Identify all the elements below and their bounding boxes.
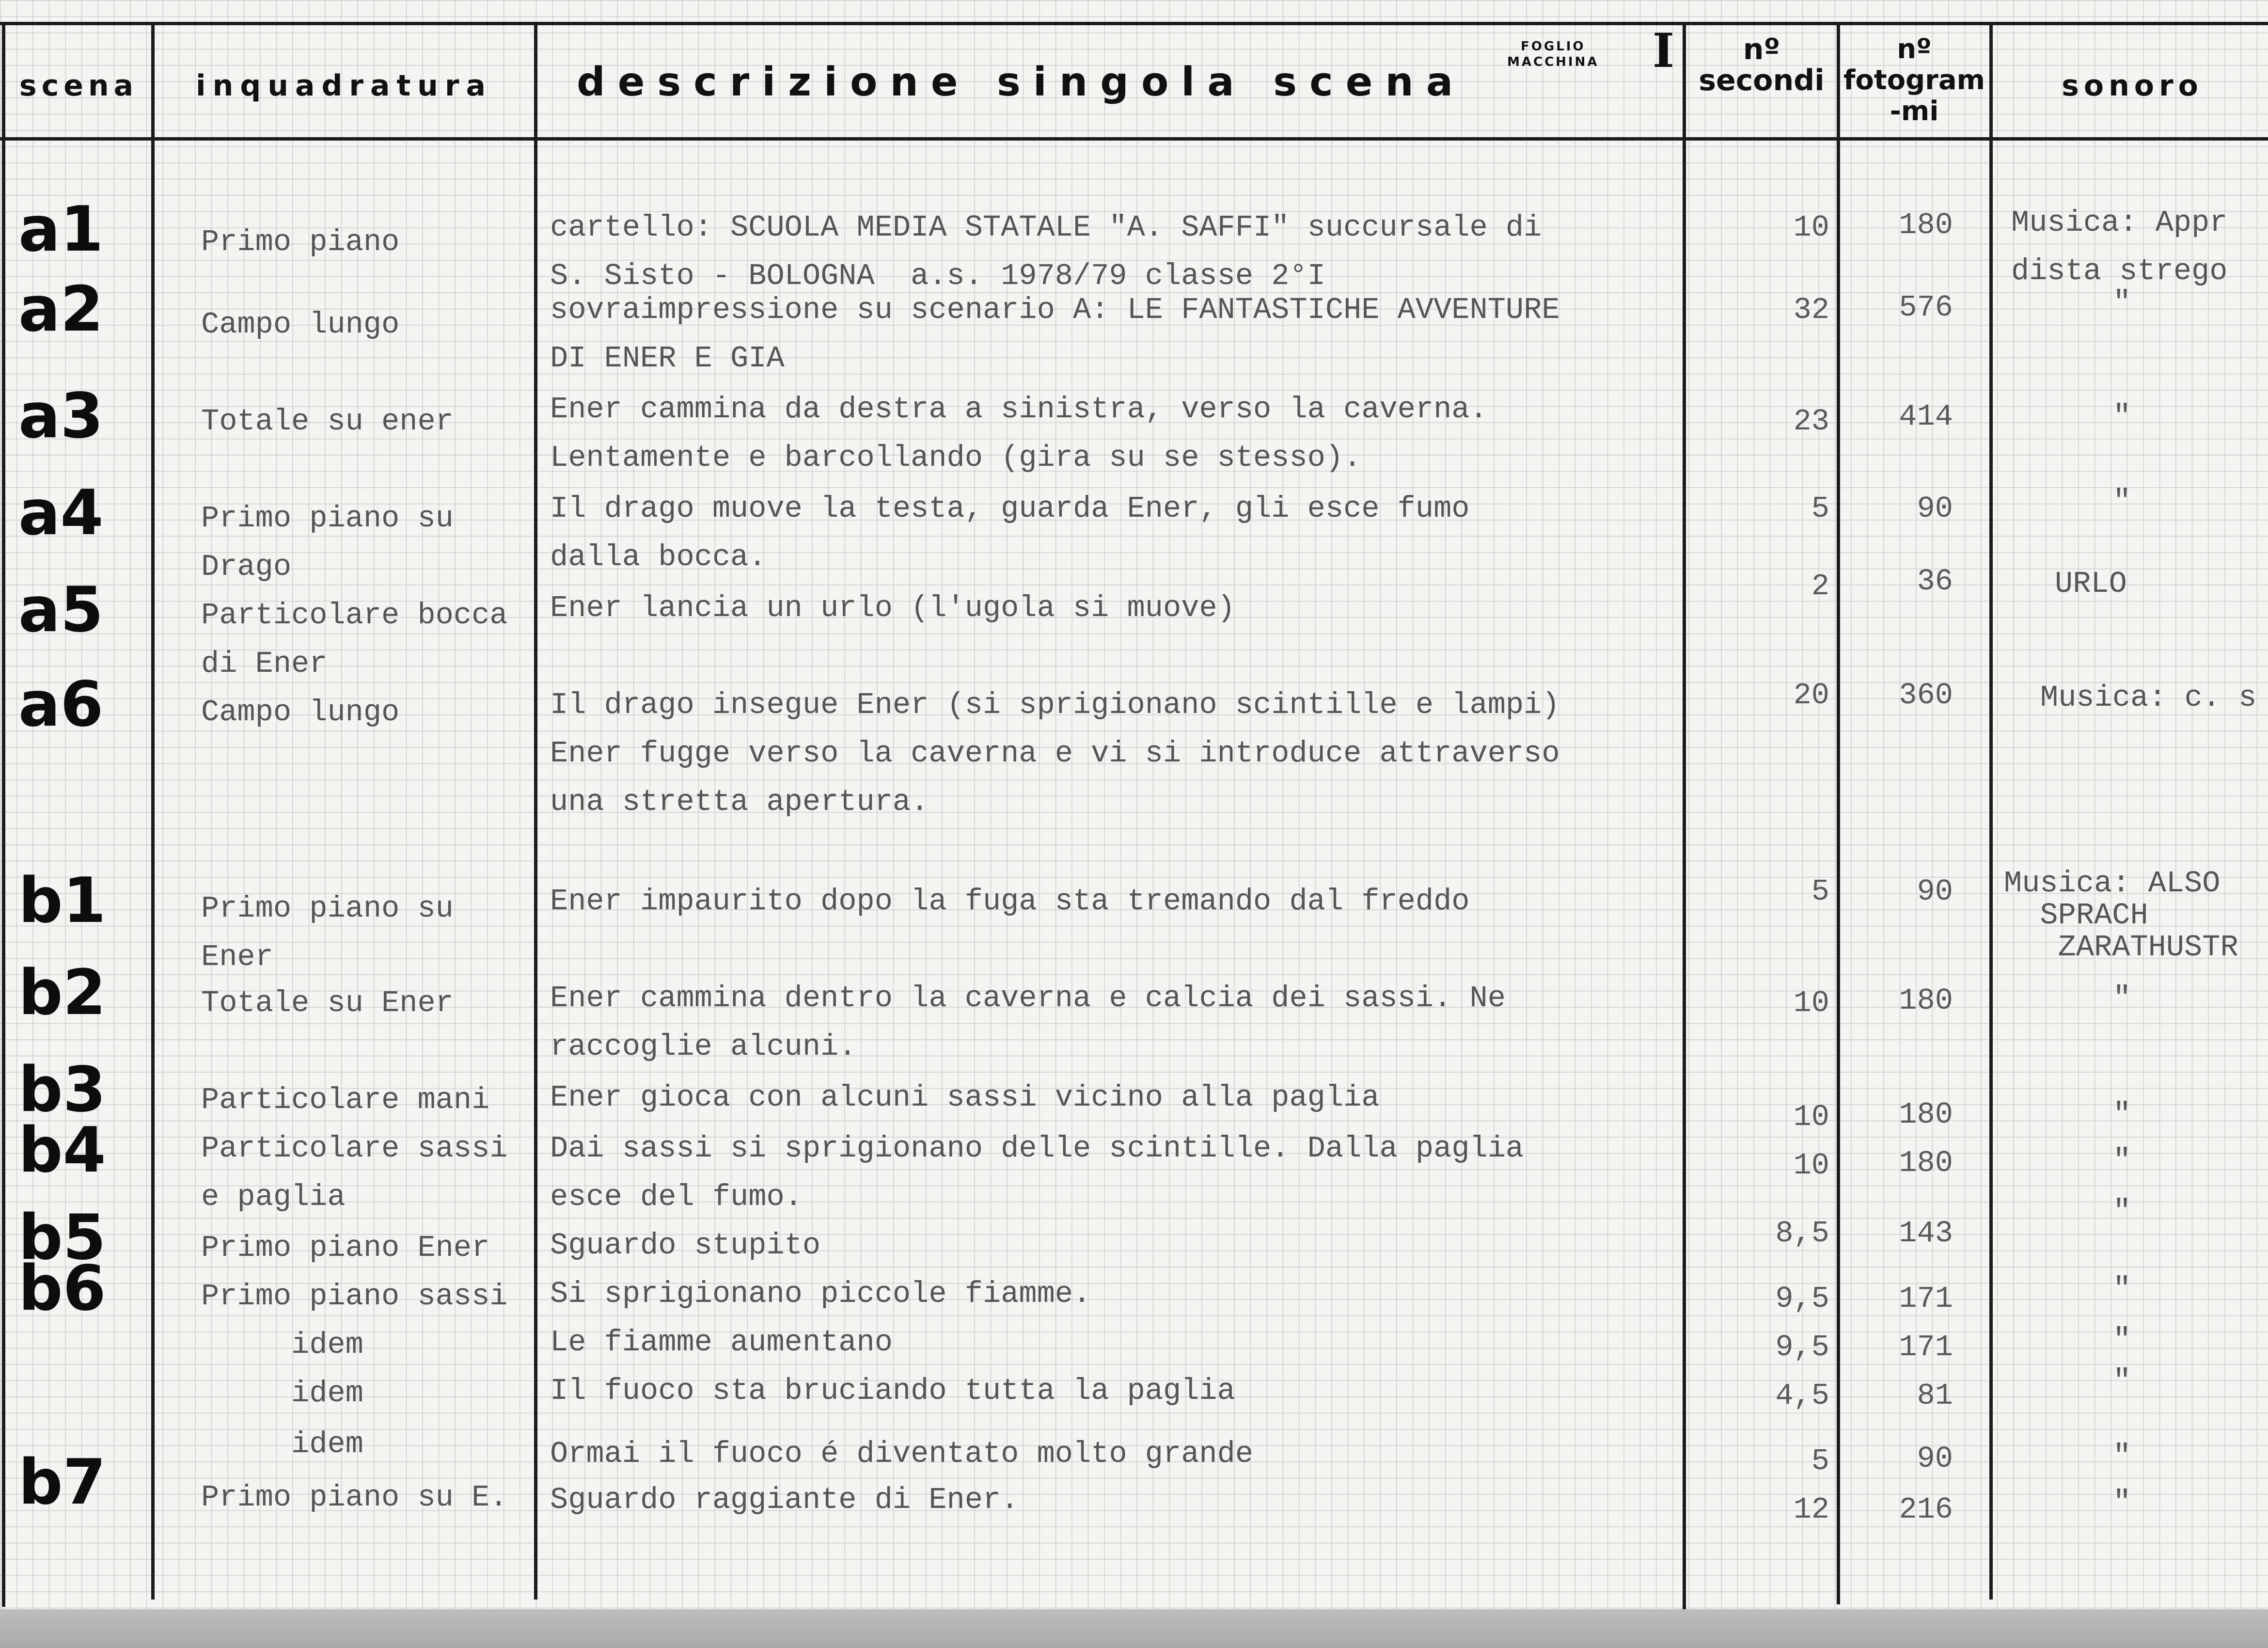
shot-type: idem [201,1328,363,1362]
seconds-value: 2 [1811,569,1829,603]
seconds-value: 20 [1793,678,1829,713]
scene-description: Sguardo raggiante di Ener. [550,1483,1019,1517]
shot-type: Primo piano Ener [201,1231,490,1265]
scene-description: Ener impaurito dopo la fuga sta tremando dal freddo [550,884,1470,919]
frames-value: 90 [1917,874,1953,909]
rule-left [2,22,5,1607]
seconds-value: 9,5 [1775,1330,1829,1364]
frames-value: 81 [1917,1379,1953,1413]
scene-description: Ener cammina dentro la caverna e calcia dei sassi. Ne raccoglie alcuni. [550,981,1506,1064]
shot-type: Particolare mani [201,1083,490,1117]
shot-type: idem [201,1376,363,1410]
seconds-value: 32 [1793,293,1829,327]
rule-fotogrammi [1989,22,1993,1600]
scene-code: b5 [18,1202,106,1274]
sound-note: Musica: ALSO SPRACH ZARATHUSTR [2004,866,2238,965]
sound-note: Musica: c. s [2040,681,2257,715]
seconds-value: 10 [1793,986,1829,1020]
scene-code: b4 [18,1114,106,1187]
seconds-value: 10 [1793,1148,1829,1183]
frames-value: 171 [1899,1282,1953,1316]
frames-value: 414 [1899,399,1953,434]
sound-note: " [2113,285,2131,320]
scene-code: a1 [18,193,104,266]
shot-type: Totale su Ener [201,986,454,1020]
header-sheet-number: I [1653,23,1674,78]
header-descrizione: descrizione singola scena [577,59,1466,105]
scene-description: Ormai il fuoco é diventato molto grande [550,1437,1254,1471]
scene-description: Il drago muove la testa, guarda Ener, gli esce fumo dalla bocca. [550,491,1470,574]
frames-value: 90 [1917,1442,1953,1476]
seconds-value: 12 [1793,1492,1829,1527]
seconds-value: 5 [1811,874,1829,909]
sound-note: " [2113,1097,2131,1132]
frames-value: 180 [1899,1146,1953,1180]
scene-code: a5 [18,574,104,646]
sound-note: " [2113,1194,2131,1229]
scene-code: b2 [18,957,106,1029]
shot-type: Primo piano [201,225,400,259]
frames-value: 180 [1899,983,1953,1018]
shot-type: Particolare sassi e paglia [201,1131,508,1214]
rule-header-bottom [0,137,2268,141]
header-secondi: nº secondi [1699,32,1825,97]
sound-note: " [2113,1485,2131,1520]
sound-note: " [2113,1143,2131,1178]
scene-description: sovraimpressione su scenario A: LE FANTASTICHE AVVENTURE DI ENER E GIA [550,293,1560,376]
header-sonoro: sonoro [2062,69,2203,103]
rule-scena [151,22,155,1600]
sound-note: URLO [2055,567,2127,601]
header-fotogrammi: nº fotogram -mi [1843,33,1985,127]
scene-code: b3 [18,1054,106,1126]
scene-code: b6 [18,1252,106,1325]
shot-type: Primo piano sassi [201,1279,508,1314]
frames-value: 36 [1917,564,1953,599]
scene-code: a4 [18,477,104,549]
shot-type: Campo lungo [201,695,400,729]
rule-header-top [0,22,2268,25]
frames-value: 216 [1899,1492,1953,1527]
sound-note: " [2113,1272,2131,1306]
shot-type: Primo piano su Ener [201,891,454,974]
shot-type: idem [201,1427,363,1461]
scene-description: Sguardo stupito [550,1228,821,1263]
scene-description: Si sprigionano piccole fiamme. [550,1277,1091,1311]
scene-description: Il fuoco sta bruciando tutta la paglia [550,1374,1235,1408]
sound-note: " [2113,484,2131,519]
sound-note: " [2113,1439,2131,1474]
scene-description: Ener cammina da destra a sinistra, verso la caverna. Lentamente e barcollando (gira su se stesso). [550,392,1488,475]
shot-type: Campo lungo [201,307,400,342]
header-foglio-macchina: FOGLIO MACCHINA [1507,39,1599,69]
shot-type: Primo piano su E. [201,1480,508,1515]
frames-value: 576 [1899,290,1953,325]
seconds-value: 10 [1793,1100,1829,1134]
frames-value: 180 [1899,208,1953,242]
scene-description: cartello: SCUOLA MEDIA STATALE "A. SAFFI" succursale di S. Sisto - BOLOGNA a.s. 1978/79 classe 2°I [550,210,1542,293]
sound-note: " [2113,981,2131,1015]
scene-description: Il drago insegue Ener (si sprigionano scintille e lampi) Ener fugge verso la caverna e vi si introduce attraverso una stretta apertura. [550,688,1560,819]
header-scena: scena [19,69,139,103]
scene-code: a6 [18,668,104,741]
scanner-background [0,1609,2268,1648]
frames-value: 143 [1899,1216,1953,1251]
scene-description: Ener lancia un urlo (l'ugola si muove) [550,591,1235,625]
shot-type: Particolare bocca di Ener [201,598,508,681]
header-inquadratura: inquadratura [196,69,492,103]
scene-code: a3 [18,380,104,452]
sound-note: Musica: Appr dista strego [2011,206,2228,288]
sound-note: " [2113,399,2131,434]
sound-note: " [2113,1323,2131,1357]
seconds-value: 10 [1793,210,1829,245]
rule-inquadratura [534,22,537,1600]
seconds-value: 5 [1811,491,1829,526]
seconds-value: 5 [1811,1444,1829,1478]
seconds-value: 23 [1793,404,1829,439]
seconds-value: 8,5 [1775,1216,1829,1251]
shot-type: Primo piano su Drago [201,501,454,584]
frames-value: 180 [1899,1097,1953,1132]
frames-value: 360 [1899,678,1953,713]
scene-description: Le fiamme aumentano [550,1325,893,1360]
sound-note: " [2113,1364,2131,1398]
scene-description: Ener gioca con alcuni sassi vicino alla paglia [550,1080,1380,1115]
scene-code: a2 [18,273,104,346]
frames-value: 90 [1917,491,1953,526]
scene-code: b7 [18,1446,106,1519]
frames-value: 171 [1899,1330,1953,1364]
scene-description: Dai sassi si sprigionano delle scintille. Dalla paglia esce del fumo. [550,1131,1524,1214]
seconds-value: 9,5 [1775,1282,1829,1316]
scene-code: b1 [18,865,106,937]
rule-secondi [1837,22,1840,1604]
shot-type: Totale su ener [201,404,454,439]
seconds-value: 4,5 [1775,1379,1829,1413]
